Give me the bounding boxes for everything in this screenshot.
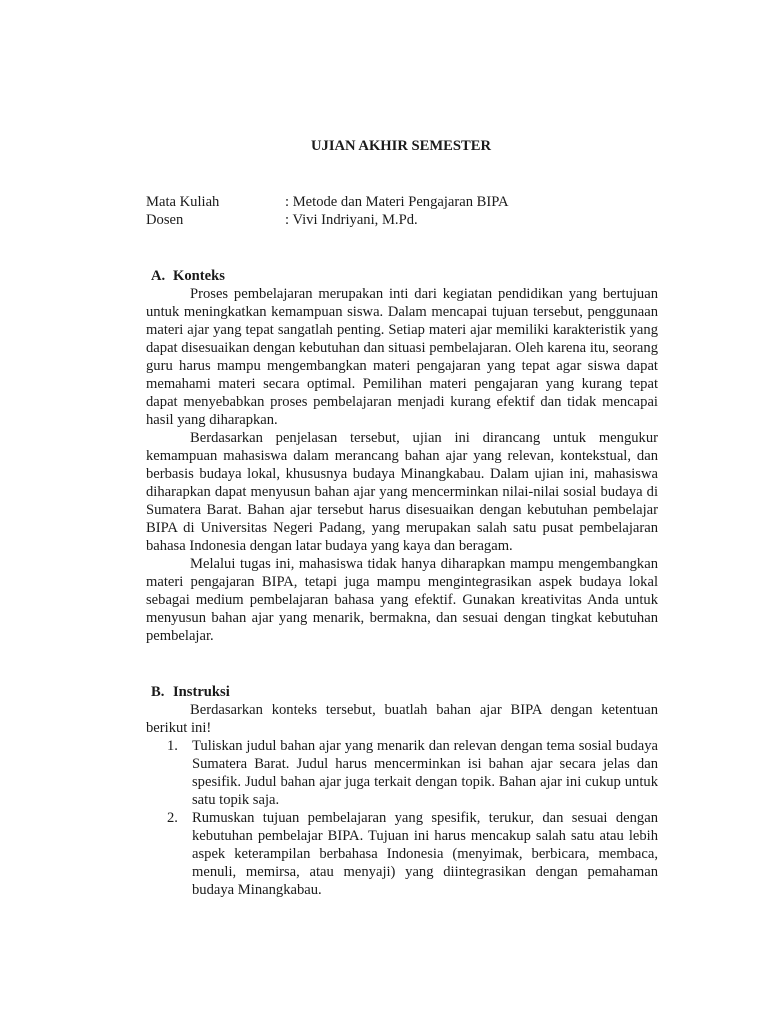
list-item bbox=[146, 737, 658, 809]
context-paragraph-3: Melalui tugas ini, mahasiswa tidak hanya diharapkan mampu mengembangkan materi pengajaran BIPA, tetapi juga mampu mengintegrasikan aspek budaya lokal sebagai medium pembelajaran bahasa yang efektif. Gunakan kreativitas Anda untuk menyusun bahan ajar yang menarik, bermakna, dan sesuai dengan tingkat kebutuhan pembelajar. bbox=[146, 556, 658, 644]
list-item bbox=[146, 809, 658, 899]
course-row bbox=[146, 193, 509, 211]
list-item-number: 2. bbox=[167, 810, 178, 826]
section-instructions bbox=[146, 683, 658, 899]
section-context bbox=[146, 267, 658, 645]
course-label: Mata Kuliah bbox=[146, 194, 220, 210]
list-item-text: Rumuskan tujuan pembelajaran yang spesifik, terukur, dan sesuai dengan kebutuhan pembelajar BIPA. Tujuan ini harus mencakup salah satu atau lebih aspek keterampilan berbahasa Indonesia (menyimak, berbicara, membaca, menuli, memirsa, atau menyaji) yang diintegrasikan dengan pemahaman budaya Minangkabau. bbox=[192, 810, 658, 898]
section-instructions-heading bbox=[146, 683, 658, 701]
context-paragraph-1: Proses pembelajaran merupakan inti dari kegiatan pendidikan yang bertujuan untuk meningkatkan kemampuan siswa. Dalam mencapai tujuan tersebut, penggunaan materi ajar yang tepat sangatlah penting. Setiap materi ajar memiliki karakteristik yang dapat disesuaikan dengan kebutuhan dan situasi pembelajaran. Oleh karena itu, seorang guru harus mampu mengembangkan materi pengajaran yang tepat agar siswa dapat memahami materi secara optimal. Pemilihan materi pengajaran yang kurang tepat dapat menyebabkan proses pembelajaran menjadi kurang efektif dan tidak mencapai hasil yang diharapkan. bbox=[146, 286, 658, 428]
section-context-title: Konteks bbox=[173, 268, 225, 284]
document-title: UJIAN AKHIR SEMESTER bbox=[310, 138, 492, 154]
section-context-letter: A. bbox=[151, 268, 166, 284]
section-instructions-title: Instruksi bbox=[173, 684, 230, 700]
section-context-heading bbox=[146, 267, 658, 285]
list-item-text: Tuliskan judul bahan ajar yang menarik dan relevan dengan tema sosial budaya Sumatera Barat. Judul harus mencerminkan isi bahan ajar secara jelas dan spesifik. Judul bahan ajar juga terkait dengan topik. Bahan ajar ini cukup untuk satu topik saja. bbox=[192, 738, 658, 808]
course-info bbox=[146, 193, 509, 229]
instruction-list bbox=[146, 737, 658, 899]
course-value: : Metode dan Materi Pengajaran BIPA bbox=[285, 194, 509, 210]
list-item-number: 1. bbox=[167, 738, 178, 754]
lecturer-label: Dosen bbox=[146, 212, 184, 228]
lecturer-row bbox=[146, 211, 509, 229]
instructions-intro: Berdasarkan konteks tersebut, buatlah bahan ajar BIPA dengan ketentuan berikut ini! bbox=[146, 702, 658, 736]
context-paragraph-2: Berdasarkan penjelasan tersebut, ujian ini dirancang untuk mengukur kemampuan mahasiswa dalam merancang bahan ajar yang relevan, kontekstual, dan berbasis budaya lokal, khususnya budaya Minangkabau. Dalam ujian ini, mahasiswa diharapkan dapat menyusun bahan ajar yang mencerminkan nilai-nilai sosial budaya di Sumatera Barat. Bahan ajar tersebut harus disesuaikan dengan kebutuhan pembelajar BIPA di Universitas Negeri Padang, yang merupakan salah satu pusat pembelajaran bahasa Indonesia dengan latar budaya yang kaya dan beragam. bbox=[146, 430, 658, 554]
section-instructions-letter: B. bbox=[151, 684, 165, 700]
lecturer-value: : Vivi Indriyani, M.Pd. bbox=[285, 212, 418, 228]
